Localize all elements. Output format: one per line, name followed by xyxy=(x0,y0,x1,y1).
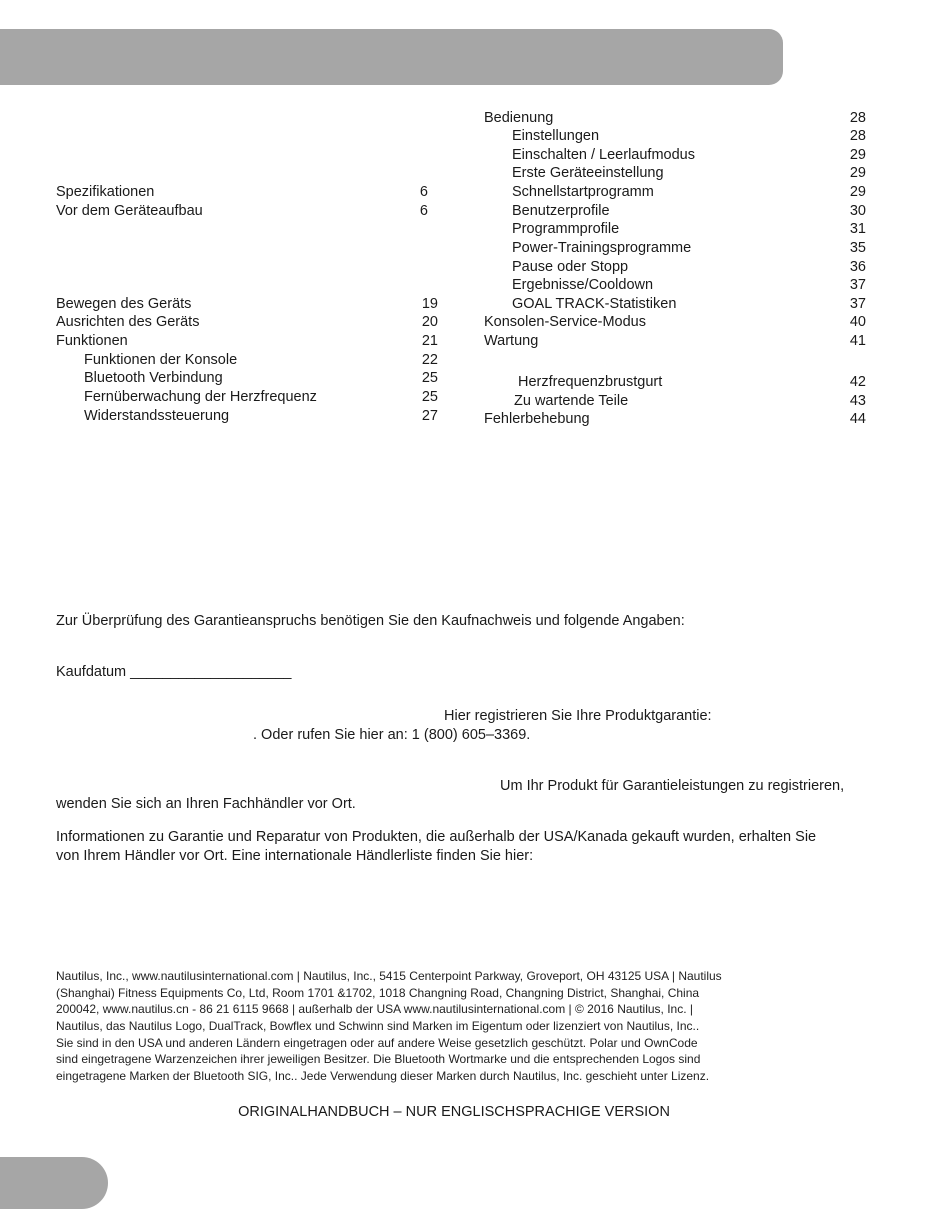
toc-subitem[interactable]: Funktionen der Konsole xyxy=(84,352,238,368)
toc-item[interactable]: Wartung xyxy=(484,333,539,349)
legal-line: eingetragene Marken der Bluetooth SIG, Inc.. Jede Verwendung dieser Marken durch Nautilus, Inc. geschieht unter Lizenz. xyxy=(56,1069,710,1083)
call-text: . Oder rufen Sie hier an: 1 (800) 605–3369. xyxy=(253,727,531,743)
purchase-date-field[interactable]: Kaufdatum ____________________ xyxy=(56,664,292,680)
toc-page: 28 xyxy=(849,110,866,126)
toc-item[interactable]: Ausrichten des Geräts xyxy=(56,314,200,330)
toc-subitem[interactable]: Programmprofile xyxy=(512,221,620,237)
international-text-2: von Ihrem Händler vor Ort. Eine internationale Händlerliste finden Sie hier: xyxy=(56,848,534,864)
toc-page: 29 xyxy=(849,165,866,181)
toc-subitem[interactable]: Widerstandssteuerung xyxy=(84,408,230,424)
toc-page: 22 xyxy=(421,352,438,368)
toc-page: 41 xyxy=(849,333,866,349)
toc-page: 29 xyxy=(849,147,866,163)
toc-subitem[interactable]: Herzfrequenzbrustgurt xyxy=(518,374,663,390)
toc-page: 37 xyxy=(849,277,866,293)
toc-subitem[interactable]: Zu wartende Teile xyxy=(514,393,629,409)
toc-page: 27 xyxy=(421,408,438,424)
toc-subitem[interactable]: Benutzerprofile xyxy=(512,203,610,219)
toc-item[interactable]: Bewegen des Geräts xyxy=(56,296,192,312)
toc-subitem[interactable]: Ergebnisse/Cooldown xyxy=(512,277,654,293)
toc-subitem[interactable]: Power-Trainingsprogramme xyxy=(512,240,692,256)
toc-page: 29 xyxy=(849,184,866,200)
toc-page: 25 xyxy=(421,389,438,405)
toc-subitem[interactable]: GOAL TRACK-Statistiken xyxy=(512,296,677,312)
toc-subitem[interactable]: Einstellungen xyxy=(512,128,600,144)
toc-item[interactable]: Fehlerbehebung xyxy=(484,411,590,427)
toc-page: 40 xyxy=(849,314,866,330)
toc-page: 43 xyxy=(849,393,866,409)
legal-line: 200042, www.nautilus.cn - 86 21 6115 9668 | außerhalb der USA www.nautilusinternational.com | © 2016 Nautilus, Inc. | xyxy=(56,1002,694,1016)
toc-page: 21 xyxy=(421,333,438,349)
toc-page: 44 xyxy=(849,411,866,427)
toc-page: 42 xyxy=(849,374,866,390)
page-tab xyxy=(0,1157,108,1209)
register-outside-text-2: wenden Sie sich an Ihren Fachhändler vor Ort. xyxy=(56,796,356,812)
toc-page: 35 xyxy=(849,240,866,256)
register-text: Hier registrieren Sie Ihre Produktgarantie: xyxy=(444,708,712,724)
toc-page: 6 xyxy=(419,203,428,219)
toc-page: 36 xyxy=(849,259,866,275)
toc-page: 30 xyxy=(849,203,866,219)
toc-page: 20 xyxy=(421,314,438,330)
toc-subitem[interactable]: Erste Geräteeinstellung xyxy=(512,165,664,181)
toc-page: 37 xyxy=(849,296,866,312)
toc-page: 31 xyxy=(849,221,866,237)
toc-item[interactable]: Konsolen-Service-Modus xyxy=(484,314,646,330)
toc-subitem[interactable]: Schnellstartprogramm xyxy=(512,184,654,200)
toc-subitem[interactable]: Pause oder Stopp xyxy=(512,259,629,275)
toc-page: 25 xyxy=(421,370,438,386)
toc-item[interactable]: Spezifikationen xyxy=(56,184,155,200)
toc-page: 28 xyxy=(849,128,866,144)
legal-line: sind eingetragene Warzenzeichen ihrer jeweiligen Besitzer. Die Bluetooth Wortmarke und die entsprechenden Logos sind xyxy=(56,1052,701,1066)
manual-note: ORIGINALHANDBUCH – NUR ENGLISCHSPRACHIGE VERSION xyxy=(238,1104,670,1120)
legal-line: Sie sind in den USA und anderen Ländern eingetragen oder auf andere Weise gesetzlich geschützt. Polar und OwnCode xyxy=(56,1036,698,1050)
register-outside-text: Um Ihr Produkt für Garantieleistungen zu registrieren, xyxy=(500,778,845,794)
toc-page: 19 xyxy=(421,296,438,312)
international-text: Informationen zu Garantie und Reparatur von Produkten, die außerhalb der USA/Kanada gekauft wurden, erhalten Sie xyxy=(56,829,817,845)
toc-page: 6 xyxy=(419,184,428,200)
legal-line: (Shanghai) Fitness Equipments Co, Ltd, Room 1701 &1702, 1018 Changning Road, Changning District, Shanghai, China xyxy=(56,986,700,1000)
toc-item[interactable]: Bedienung xyxy=(484,110,554,126)
warranty-intro: Zur Überprüfung des Garantieanspruchs benötigen Sie den Kaufnachweis und folgende Angaben: xyxy=(56,613,685,629)
toc-subitem[interactable]: Fernüberwachung der Herzfrequenz xyxy=(84,389,317,405)
header-bar xyxy=(0,29,783,85)
toc-item[interactable]: Vor dem Geräteaufbau xyxy=(56,203,203,219)
toc-subitem[interactable]: Einschalten / Leerlaufmodus xyxy=(512,147,695,163)
legal-line: Nautilus, das Nautilus Logo, DualTrack, Bowflex und Schwinn sind Marken im Eigentum oder lizenziert von Nautilus, Inc.. xyxy=(56,1019,700,1033)
toc-subitem[interactable]: Bluetooth Verbindung xyxy=(84,370,223,386)
toc-item[interactable]: Funktionen xyxy=(56,333,128,349)
legal-line: Nautilus, Inc., www.nautilusinternational.com | Nautilus, Inc., 5415 Centerpoint Parkway, Groveport, OH 43125 USA | Nautilus xyxy=(56,969,722,983)
